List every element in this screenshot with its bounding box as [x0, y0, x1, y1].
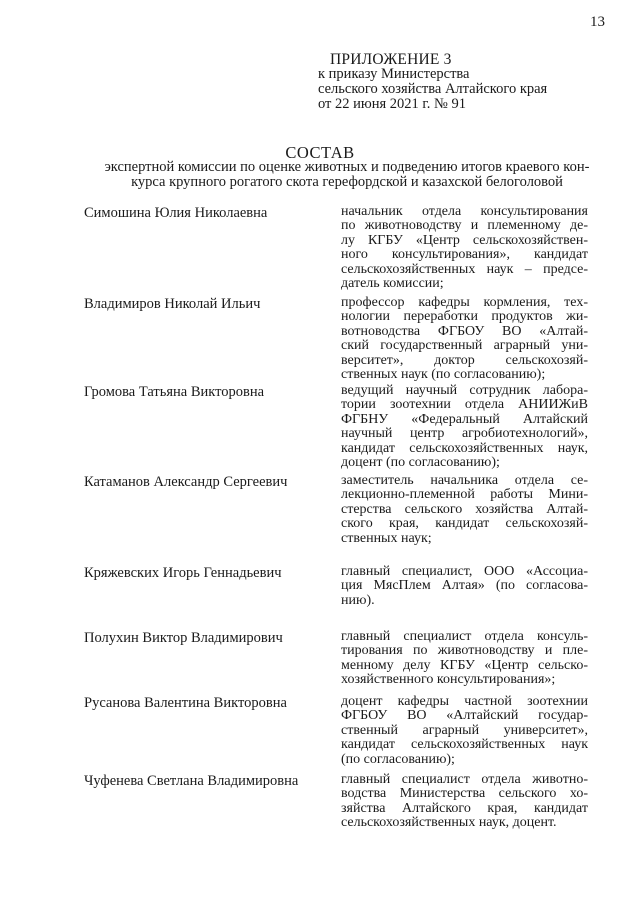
role-line: ведущий научный сотрудник лабора-	[341, 383, 588, 398]
member-role	[341, 474, 588, 546]
member-name: Симошина Юлия Николаевна	[84, 205, 268, 221]
role-line: сельскохозяйственных наук, доцент.	[341, 815, 557, 831]
member-role	[341, 773, 588, 831]
role-line: менному делу КГБУ «Центр сельско-	[341, 657, 588, 673]
role-line: лекционно-племенной работы Мини-	[341, 487, 588, 503]
role-line: по животноводству и племенному де-	[341, 218, 588, 234]
role-line: заместитель начальника отдела се-	[341, 473, 588, 488]
role-line: доцент кафедры частной зоотехнии	[341, 694, 588, 709]
role-line: главный специалист, ООО «Ассоциа-	[341, 564, 588, 579]
role-line: кандидат сельскохозяйственных наук,	[341, 440, 588, 456]
role-line: доцент (по согласованию);	[341, 455, 500, 471]
member-role	[341, 565, 588, 608]
role-line: сельскохозяйственных наук – предсе-	[341, 261, 588, 277]
role-line: ция МясПлем Алтая» (по согласова-	[341, 578, 588, 594]
subheading-line: экспертной комиссии по оценке животных и подведению итогов краевого кон-	[104, 159, 590, 175]
role-line: хозяйственного консультирования»;	[341, 672, 556, 688]
role-line: нологии переработки продуктов жи-	[341, 309, 588, 325]
document-subheading	[82, 160, 612, 189]
role-line: тории зоотехнии отдела АНИИЖиВ	[341, 397, 588, 413]
role-line: нию).	[341, 592, 375, 608]
member-role	[341, 296, 588, 382]
role-line: профессор кафедры кормления, тех-	[341, 295, 588, 310]
member-role	[341, 695, 588, 767]
role-line: ского края, кандидат сельскохозяй-	[341, 516, 588, 532]
member-role	[341, 205, 588, 291]
role-line: тирования по животноводству и пле-	[341, 643, 588, 659]
member-name: Владимиров Николай Ильич	[84, 296, 261, 312]
member-name: Кряжевских Игорь Геннадьевич	[84, 565, 282, 581]
role-line: главный специалист отдела животно-	[341, 772, 588, 787]
role-line: ного консультирования», кандидат	[341, 247, 588, 263]
role-line: (по согласованию);	[341, 751, 455, 767]
appendix-line: к приказу Министерства	[318, 66, 470, 82]
role-line: ственных наук;	[341, 530, 432, 546]
member-name: Полухин Виктор Владимирович	[84, 630, 283, 646]
role-line: главный специалист отдела консуль-	[341, 629, 588, 644]
member-role	[341, 384, 588, 470]
role-line: водства Министерства сельского хо-	[341, 786, 588, 802]
member-name: Громова Татьяна Викторовна	[84, 384, 265, 400]
role-line: стерства сельского хозяйства Алтай-	[341, 501, 588, 517]
role-line: датель комиссии;	[341, 276, 444, 292]
document-heading: СОСТАВ	[285, 143, 355, 162]
role-line: ФГБНУ «Федеральный Алтайский	[341, 411, 588, 427]
subheading-line: курса крупного рогатого скота герефордской и казахской белоголовой	[131, 173, 563, 190]
member-name: Русанова Валентина Викторовна	[84, 695, 287, 711]
appendix-block	[318, 52, 547, 112]
role-line: зяйства Алтайского края, кандидат	[341, 800, 588, 816]
role-line: научный центр агробиотехнологий»,	[341, 426, 588, 442]
role-line: вотноводства ФГБОУ ВО «Алтай-	[341, 323, 588, 339]
appendix-title: ПРИЛОЖЕНИЕ 3	[330, 51, 452, 68]
member-role	[341, 630, 588, 688]
page-number: 13	[590, 14, 605, 30]
role-line: ственных наук (по согласованию);	[341, 367, 546, 383]
member-name: Чуфенева Светлана Владимировна	[84, 773, 299, 789]
appendix-line: от 22 июня 2021 г. № 91	[318, 96, 466, 112]
role-line: ский государственный аграрный уни-	[341, 338, 588, 354]
role-line: кандидат сельскохозяйственных наук	[341, 737, 588, 753]
member-name: Катаманов Александр Сергеевич	[84, 474, 288, 490]
role-line: лу КГБУ «Центр сельскохозяйствен-	[341, 232, 588, 248]
role-line: верситет», доктор сельскохозяй-	[341, 352, 588, 368]
role-line: ФГБОУ ВО «Алтайский государ-	[341, 708, 588, 724]
appendix-line: сельского хозяйства Алтайского края	[318, 81, 548, 97]
role-line: начальник отдела консультирования	[341, 204, 588, 219]
role-line: ственный аграрный университет»,	[341, 722, 588, 738]
